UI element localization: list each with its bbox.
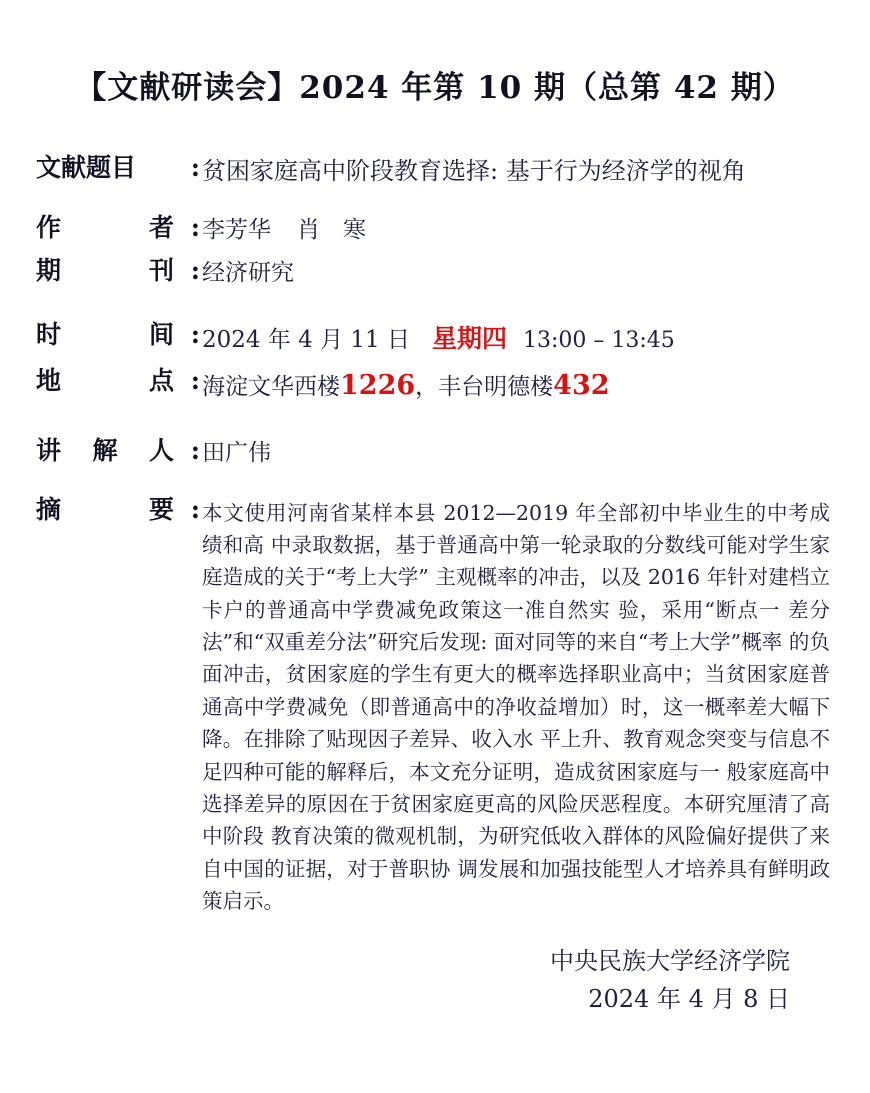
page-title: 【文献研读会】2024 年第 10 期（总第 42 期）: [75, 70, 795, 106]
field-journal: [36, 254, 834, 291]
presenter-label-char-0: 讲: [36, 436, 62, 465]
presenter-label: [36, 434, 202, 468]
time-date: 2024 年 4 月 11 日: [202, 327, 410, 353]
journal-label-text: [36, 254, 174, 288]
place-label-char-0: 地: [36, 365, 62, 395]
colon: :: [190, 255, 200, 285]
colon: :: [190, 365, 200, 395]
time-range: 13:00 – 13:45: [523, 328, 675, 353]
author-label-text: [36, 211, 174, 245]
author-label: [36, 211, 202, 245]
signature-block: [36, 943, 834, 1017]
time-value: [202, 318, 834, 358]
presenter-label-text: [36, 434, 174, 468]
colon: :: [190, 213, 200, 242]
presenter-label-char-2: 人: [148, 436, 174, 465]
author-label-char-1: 者: [148, 213, 174, 242]
paper-title-label: [36, 151, 202, 185]
colon: :: [190, 436, 200, 465]
presenter-label-char-1: 解: [92, 436, 118, 465]
journal-label-char-0: 期: [36, 255, 62, 285]
author-name-1: 李芳华: [202, 217, 271, 243]
signature-organization: 中央民族大学经济学院: [550, 947, 790, 976]
presenter-value: 田广伟: [202, 440, 271, 466]
journal-label-char-1: 刊: [148, 255, 174, 285]
abstract-value: 本文使用河南省某样本县 2012—2019 年全部初中毕业生的中考成绩和高 中录取数据，基于普通高中第一轮录取的分数线可能对学生家庭造成的关于“考上大学” 主观概率的冲击，以及 2016 年针对建档立卡户的普通高中学费减免政策这一准自然实 验，采用“断点一 差分法”和“双重差分法”研究后发现: 面对同等的来自“考上大学”概率 的负面冲击，贫困家庭的学生有更大的概率选择职业高中；当贫困家庭普通高中学费减免（即普通高中的净收益增加）时，这一概率差大幅下降。在排除了贴现因子差异、收入水 平上升、教育观念突变与信息不足四种可能的解释后，本文充分证明，造成贫困家庭与一 般家庭高中选择差异的原因在于贫困家庭更高的风险厌恶程度。本研究厘清了高中阶段 教育决策的微观机制，为研究低收入群体的风险偏好提供了来自中国的证据，对于普职协 调发展和加强技能型人才培养具有鲜明政策启示。: [202, 500, 830, 913]
field-presenter: [36, 434, 834, 471]
colon: :: [190, 494, 200, 524]
paper-title-value: 贫困家庭高中阶段教育选择: 基于行为经济学的视角: [202, 157, 746, 185]
place-label-text: [36, 364, 174, 398]
field-abstract: [36, 493, 834, 918]
signature-date: 2024 年 4 月 8 日: [588, 984, 790, 1013]
journal-label: [36, 254, 202, 288]
field-paper-title: [36, 151, 834, 189]
field-author: [36, 211, 834, 248]
time-weekday: 星期四: [432, 324, 508, 353]
abstract-label: [36, 493, 202, 527]
place-label-char-1: 点: [148, 365, 174, 395]
field-time: [36, 318, 834, 358]
paper-title-label-text: 文献题目: [36, 153, 137, 182]
place-building-1: 海淀文华西楼: [202, 373, 340, 400]
place-value: [202, 364, 834, 407]
place-building-2: ，丰台明德楼: [415, 373, 554, 400]
time-label-char-1: 间: [148, 320, 174, 349]
colon: :: [190, 153, 200, 182]
colon: :: [190, 320, 200, 349]
abstract-label-char-0: 摘: [36, 494, 62, 524]
journal-value: 经济研究: [202, 259, 294, 286]
author-label-char-0: 作: [36, 213, 62, 242]
time-label-char-0: 时: [36, 320, 62, 349]
author-value: [202, 211, 834, 248]
time-label: [36, 318, 202, 352]
place-room-2: 432: [553, 369, 610, 401]
abstract-label-text: [36, 493, 174, 527]
author-name-2: 肖 寒: [297, 217, 366, 243]
time-label-text: [36, 318, 174, 352]
abstract-label-char-1: 要: [148, 494, 174, 524]
field-place: [36, 364, 834, 407]
place-label: [36, 364, 202, 398]
place-room-1: 1226: [340, 369, 416, 401]
